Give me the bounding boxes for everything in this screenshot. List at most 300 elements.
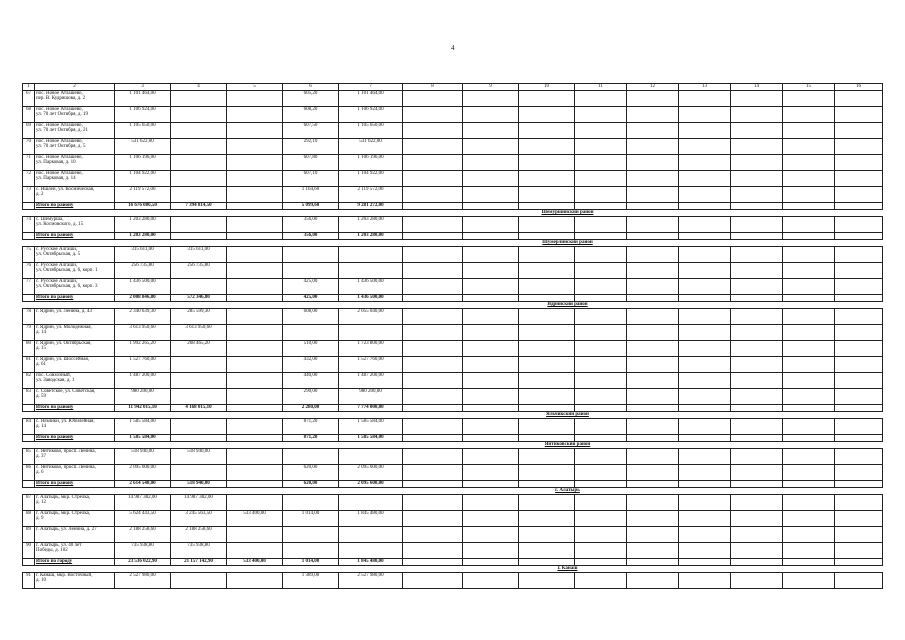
- empty-cell: [227, 481, 283, 488]
- empty-cell: [227, 465, 283, 481]
- value-cell: 1 527 760,00: [115, 357, 171, 373]
- empty-cell: [227, 309, 283, 325]
- empty-cell: [835, 357, 883, 373]
- empty-cell: [463, 435, 519, 442]
- empty-cell: [627, 325, 679, 341]
- empty-cell: [627, 481, 679, 488]
- value-cell: 11 942 015,10: [115, 405, 171, 412]
- empty-cell: [463, 543, 519, 559]
- empty-cell: [783, 247, 835, 263]
- value-cell: 518 940,00: [115, 449, 171, 465]
- empty-cell: [463, 341, 519, 357]
- column-number: 3: [115, 84, 171, 91]
- empty-cell: [23, 559, 35, 566]
- address-line: д. 2: [36, 192, 44, 197]
- empty-cell: [835, 405, 883, 412]
- column-number: 2: [35, 84, 115, 91]
- empty-cell: [463, 389, 519, 405]
- value-cell: 1 014,00: [283, 559, 339, 566]
- value-cell: 2 188 258,60: [171, 527, 227, 543]
- empty-cell: [835, 155, 883, 171]
- value-cell: 1 105 650,00: [339, 123, 403, 139]
- empty-cell: [171, 233, 227, 240]
- empty-cell: [575, 203, 627, 210]
- empty-cell: [627, 449, 679, 465]
- empty-cell: [227, 449, 283, 465]
- value-cell: 356,00: [283, 217, 339, 233]
- value-cell: 2 188 258,60: [115, 527, 171, 543]
- row-number-cell: 71: [23, 155, 35, 171]
- empty-cell: [575, 107, 627, 123]
- empty-cell: [403, 465, 463, 481]
- empty-cell: [783, 263, 835, 279]
- value-cell: 9 281 272,00: [339, 203, 403, 210]
- empty-cell: [403, 373, 463, 389]
- empty-cell: [575, 449, 627, 465]
- empty-cell: [731, 543, 783, 559]
- empty-cell: [731, 419, 783, 435]
- address-cell: [35, 107, 115, 123]
- empty-cell: [575, 465, 627, 481]
- empty-cell: [463, 155, 519, 171]
- column-number: 1: [23, 84, 35, 91]
- empty-cell: [679, 495, 731, 511]
- empty-cell: [731, 449, 783, 465]
- row-number-cell: 77: [23, 279, 35, 295]
- value-cell: 620,00: [283, 481, 339, 488]
- region-heading-cell: [23, 210, 883, 217]
- empty-cell: [679, 481, 731, 488]
- address-cell: [35, 511, 115, 527]
- table-row: [23, 341, 883, 357]
- column-number: 12: [627, 84, 679, 91]
- empty-cell: [519, 233, 575, 240]
- total-row: [23, 405, 883, 412]
- empty-cell: [627, 263, 679, 279]
- value-cell: 356,00: [283, 233, 339, 240]
- empty-cell: [783, 341, 835, 357]
- table-row: [23, 91, 883, 107]
- row-number-cell: 84: [23, 419, 35, 435]
- empty-cell: [171, 91, 227, 107]
- empty-cell: [627, 543, 679, 559]
- table-row: [23, 465, 883, 481]
- address-line: пос. Новое Атлашево,: [36, 91, 83, 96]
- row-number-cell: 69: [23, 123, 35, 139]
- address-line: д. 14: [36, 330, 47, 335]
- empty-cell: [731, 263, 783, 279]
- region-heading-cell: [23, 566, 883, 573]
- column-number: 4: [171, 84, 227, 91]
- empty-cell: [731, 247, 783, 263]
- empty-cell: [731, 559, 783, 566]
- empty-cell: [403, 573, 463, 589]
- empty-cell: [627, 573, 679, 589]
- table-row: [23, 449, 883, 465]
- empty-cell: [835, 203, 883, 210]
- empty-cell: [731, 389, 783, 405]
- empty-cell: [783, 449, 835, 465]
- empty-cell: [463, 309, 519, 325]
- value-cell: 2 095 600,00: [115, 465, 171, 481]
- row-number-cell: 85: [23, 449, 35, 465]
- empty-cell: [783, 481, 835, 488]
- address-cell: [35, 389, 115, 405]
- empty-cell: [679, 247, 731, 263]
- empty-cell: [783, 419, 835, 435]
- value-cell: 531 622,00: [339, 139, 403, 155]
- empty-cell: [403, 203, 463, 210]
- empty-cell: [403, 341, 463, 357]
- empty-cell: [783, 107, 835, 123]
- empty-cell: [519, 295, 575, 302]
- empty-cell: [463, 405, 519, 412]
- empty-cell: [519, 279, 575, 295]
- empty-cell: [575, 279, 627, 295]
- address-line: ул. Октябрьская, д. 6, корп. 3: [36, 284, 98, 289]
- empty-cell: [403, 171, 463, 187]
- empty-cell: [627, 233, 679, 240]
- empty-cell: [283, 449, 339, 465]
- address-line: с. Яльчики, ул. Юбилейная,: [36, 419, 95, 424]
- empty-cell: [731, 465, 783, 481]
- address-cell: [35, 495, 115, 511]
- value-cell: 21 157 142,90: [171, 559, 227, 566]
- empty-cell: [835, 449, 883, 465]
- value-cell: 432,00: [283, 357, 339, 373]
- address-line: ул. 70 лет Октября, д. 21: [36, 128, 88, 133]
- empty-cell: [783, 511, 835, 527]
- empty-cell: [835, 309, 883, 325]
- row-number-cell: 86: [23, 465, 35, 481]
- empty-cell: [627, 405, 679, 412]
- empty-cell: [519, 107, 575, 123]
- empty-cell: [519, 91, 575, 107]
- row-number-cell: 82: [23, 373, 35, 389]
- empty-cell: [23, 435, 35, 442]
- table-row: [23, 527, 883, 543]
- empty-cell: [463, 295, 519, 302]
- empty-cell: [227, 419, 283, 435]
- value-cell: 4 168 015,10: [171, 405, 227, 412]
- empty-cell: [403, 91, 463, 107]
- total-row: [23, 481, 883, 488]
- value-cell: 871,20: [283, 435, 339, 442]
- empty-cell: [575, 123, 627, 139]
- column-number-row: [23, 84, 883, 91]
- empty-cell: [227, 203, 283, 210]
- row-number-cell: 80: [23, 341, 35, 357]
- address-cell: [35, 573, 115, 589]
- empty-cell: [627, 495, 679, 511]
- empty-cell: [731, 481, 783, 488]
- address-line: д. 59: [36, 394, 47, 399]
- empty-cell: [403, 309, 463, 325]
- empty-cell: [463, 217, 519, 233]
- empty-cell: [627, 373, 679, 389]
- empty-cell: [463, 107, 519, 123]
- value-cell: 1 106 196,00: [115, 155, 171, 171]
- empty-cell: [627, 279, 679, 295]
- address-line: ул. 70 лет Октября, д. 5: [36, 144, 86, 149]
- address-cell: [35, 139, 115, 155]
- address-line: д. 61: [36, 362, 47, 367]
- empty-cell: [835, 527, 883, 543]
- empty-cell: [783, 559, 835, 566]
- empty-cell: [835, 341, 883, 357]
- address-cell: [35, 357, 115, 373]
- empty-cell: [519, 481, 575, 488]
- empty-cell: [519, 123, 575, 139]
- region-heading-row: [23, 412, 883, 419]
- empty-cell: [463, 171, 519, 187]
- empty-cell: [171, 107, 227, 123]
- value-cell: 980 200,00: [115, 389, 171, 405]
- column-number: 16: [835, 84, 883, 91]
- empty-cell: [519, 309, 575, 325]
- empty-cell: [403, 449, 463, 465]
- empty-cell: [575, 233, 627, 240]
- empty-cell: [679, 91, 731, 107]
- value-cell: 735 938,80: [171, 543, 227, 559]
- empty-cell: [679, 139, 731, 155]
- address-line: с. Русские Алгаши,: [36, 247, 78, 252]
- empty-cell: [627, 107, 679, 123]
- table-body: [23, 84, 883, 589]
- value-cell: 290,00: [283, 389, 339, 405]
- empty-cell: [519, 373, 575, 389]
- table-row: [23, 309, 883, 325]
- empty-cell: [403, 559, 463, 566]
- address-line: ул. Заводская, д. 1: [36, 378, 75, 383]
- empty-cell: [227, 263, 283, 279]
- address-line: г. Ядрин, ул. Молодежная,: [36, 325, 92, 330]
- table-row: [23, 107, 883, 123]
- empty-cell: [339, 543, 403, 559]
- row-number-cell: 72: [23, 171, 35, 187]
- empty-cell: [731, 217, 783, 233]
- value-cell: 2 614 540,00: [115, 481, 171, 488]
- value-cell: 980 200,00: [339, 389, 403, 405]
- value-cell: 518 940,00: [171, 449, 227, 465]
- value-cell: 3 613 950,60: [115, 325, 171, 341]
- region-heading-cell: [23, 488, 883, 495]
- row-number-cell: 68: [23, 107, 35, 123]
- empty-cell: [227, 405, 283, 412]
- empty-cell: [519, 203, 575, 210]
- empty-cell: [679, 309, 731, 325]
- address-line: г. Алатырь, мкр. Стрелка,: [36, 495, 91, 500]
- empty-cell: [731, 171, 783, 187]
- value-cell: 531 622,00: [115, 139, 171, 155]
- empty-cell: [519, 217, 575, 233]
- empty-cell: [519, 435, 575, 442]
- value-cell: 16 676 086,50: [115, 203, 171, 210]
- total-row: [23, 233, 883, 240]
- value-cell: 14 987 382,00: [115, 495, 171, 511]
- table-row: [23, 373, 883, 389]
- empty-cell: [731, 405, 783, 412]
- address-line: г. Ядрин, ул. Шоссейная,: [36, 357, 90, 362]
- empty-cell: [403, 325, 463, 341]
- empty-cell: [627, 187, 679, 203]
- empty-cell: [519, 389, 575, 405]
- empty-cell: [403, 511, 463, 527]
- empty-cell: [731, 203, 783, 210]
- value-cell: 1 436 500,00: [339, 295, 403, 302]
- empty-cell: [575, 419, 627, 435]
- region-name: Шумерлинский район: [542, 240, 593, 245]
- total-row: [23, 295, 883, 302]
- empty-cell: [575, 573, 627, 589]
- address-cell: [35, 279, 115, 295]
- address-line: д. 12: [36, 500, 47, 505]
- empty-cell: [519, 405, 575, 412]
- empty-cell: [679, 279, 731, 295]
- value-cell: 268 465,20: [171, 341, 227, 357]
- row-number-cell: 90: [23, 543, 35, 559]
- empty-cell: [835, 511, 883, 527]
- address-cell: [35, 325, 115, 341]
- value-cell: 1 585 584,00: [115, 419, 171, 435]
- empty-cell: [403, 139, 463, 155]
- empty-cell: [835, 573, 883, 589]
- value-cell: 1 104 922,00: [339, 171, 403, 187]
- empty-cell: [283, 495, 339, 511]
- empty-cell: [731, 435, 783, 442]
- empty-cell: [575, 171, 627, 187]
- empty-cell: [627, 465, 679, 481]
- housing-table: [22, 83, 883, 589]
- address-cell: [35, 527, 115, 543]
- empty-cell: [575, 543, 627, 559]
- empty-cell: [403, 187, 463, 203]
- empty-cell: [339, 325, 403, 341]
- value-cell: 315 611,00: [171, 247, 227, 263]
- empty-cell: [679, 341, 731, 357]
- label-cell: Итого по городу: [35, 559, 115, 566]
- empty-cell: [171, 139, 227, 155]
- region-heading-row: [23, 488, 883, 495]
- empty-cell: [783, 217, 835, 233]
- empty-cell: [783, 139, 835, 155]
- empty-cell: [679, 373, 731, 389]
- empty-cell: [679, 325, 731, 341]
- empty-cell: [403, 405, 463, 412]
- address-cell: [35, 341, 115, 357]
- value-cell: 2 055 040,00: [339, 309, 403, 325]
- address-line: д. 6: [36, 470, 44, 475]
- empty-cell: [575, 139, 627, 155]
- empty-cell: [227, 123, 283, 139]
- table-row: [23, 263, 883, 279]
- region-heading-row: [23, 442, 883, 449]
- empty-cell: [171, 217, 227, 233]
- empty-cell: [403, 389, 463, 405]
- empty-cell: [227, 187, 283, 203]
- empty-cell: [783, 309, 835, 325]
- table-row: [23, 573, 883, 589]
- empty-cell: [627, 341, 679, 357]
- empty-cell: [731, 155, 783, 171]
- empty-cell: [227, 527, 283, 543]
- empty-cell: [403, 527, 463, 543]
- empty-cell: [627, 309, 679, 325]
- empty-cell: [23, 481, 35, 488]
- empty-cell: [783, 543, 835, 559]
- empty-cell: [519, 543, 575, 559]
- empty-cell: [731, 357, 783, 373]
- label-cell: Итого по району: [35, 405, 115, 412]
- empty-cell: [627, 295, 679, 302]
- empty-cell: [679, 233, 731, 240]
- empty-cell: [519, 357, 575, 373]
- empty-cell: [835, 389, 883, 405]
- empty-cell: [171, 465, 227, 481]
- row-number-cell: 75: [23, 247, 35, 263]
- empty-cell: [519, 155, 575, 171]
- address-line: д. 37: [36, 454, 47, 459]
- empty-cell: [835, 263, 883, 279]
- empty-cell: [835, 139, 883, 155]
- address-line: с. Ишлеи, ул. Космическая,: [36, 187, 95, 192]
- row-number-cell: 91: [23, 573, 35, 589]
- empty-cell: [575, 481, 627, 488]
- region-heading-row: [23, 302, 883, 309]
- empty-cell: [679, 559, 731, 566]
- region-name: Шемуршинский район: [541, 210, 594, 215]
- empty-cell: [463, 573, 519, 589]
- empty-cell: [575, 217, 627, 233]
- address-line: г. Ядрин, ул. Ленина, д. 43: [36, 309, 92, 314]
- empty-cell: [403, 295, 463, 302]
- empty-cell: [835, 419, 883, 435]
- value-cell: 256 735,80: [115, 263, 171, 279]
- empty-cell: [519, 187, 575, 203]
- address-line: с. Советское, ул. Советская,: [36, 389, 96, 394]
- empty-cell: [783, 155, 835, 171]
- value-cell: 315 611,00: [115, 247, 171, 263]
- empty-cell: [627, 171, 679, 187]
- address-line: ул. Октябрьская, д. 5: [36, 252, 81, 257]
- column-number: 11: [575, 84, 627, 91]
- empty-cell: [835, 495, 883, 511]
- empty-cell: [171, 187, 227, 203]
- empty-cell: [627, 155, 679, 171]
- empty-cell: [731, 309, 783, 325]
- empty-cell: [679, 573, 731, 589]
- empty-cell: [463, 449, 519, 465]
- empty-cell: [575, 309, 627, 325]
- empty-cell: [627, 91, 679, 107]
- empty-cell: [227, 171, 283, 187]
- address-line: пос. Новое Атлашево,: [36, 139, 83, 144]
- value-cell: 1 104 922,00: [115, 171, 171, 187]
- region-heading-row: [23, 240, 883, 247]
- empty-cell: [575, 295, 627, 302]
- table-row: [23, 495, 883, 511]
- empty-cell: [403, 543, 463, 559]
- empty-cell: [783, 203, 835, 210]
- empty-cell: [835, 465, 883, 481]
- empty-cell: [627, 247, 679, 263]
- empty-cell: [227, 279, 283, 295]
- value-cell: 1 164,60: [283, 187, 339, 203]
- empty-cell: [403, 357, 463, 373]
- empty-cell: [731, 373, 783, 389]
- empty-cell: [731, 527, 783, 543]
- value-cell: 1 101 464,00: [115, 91, 171, 107]
